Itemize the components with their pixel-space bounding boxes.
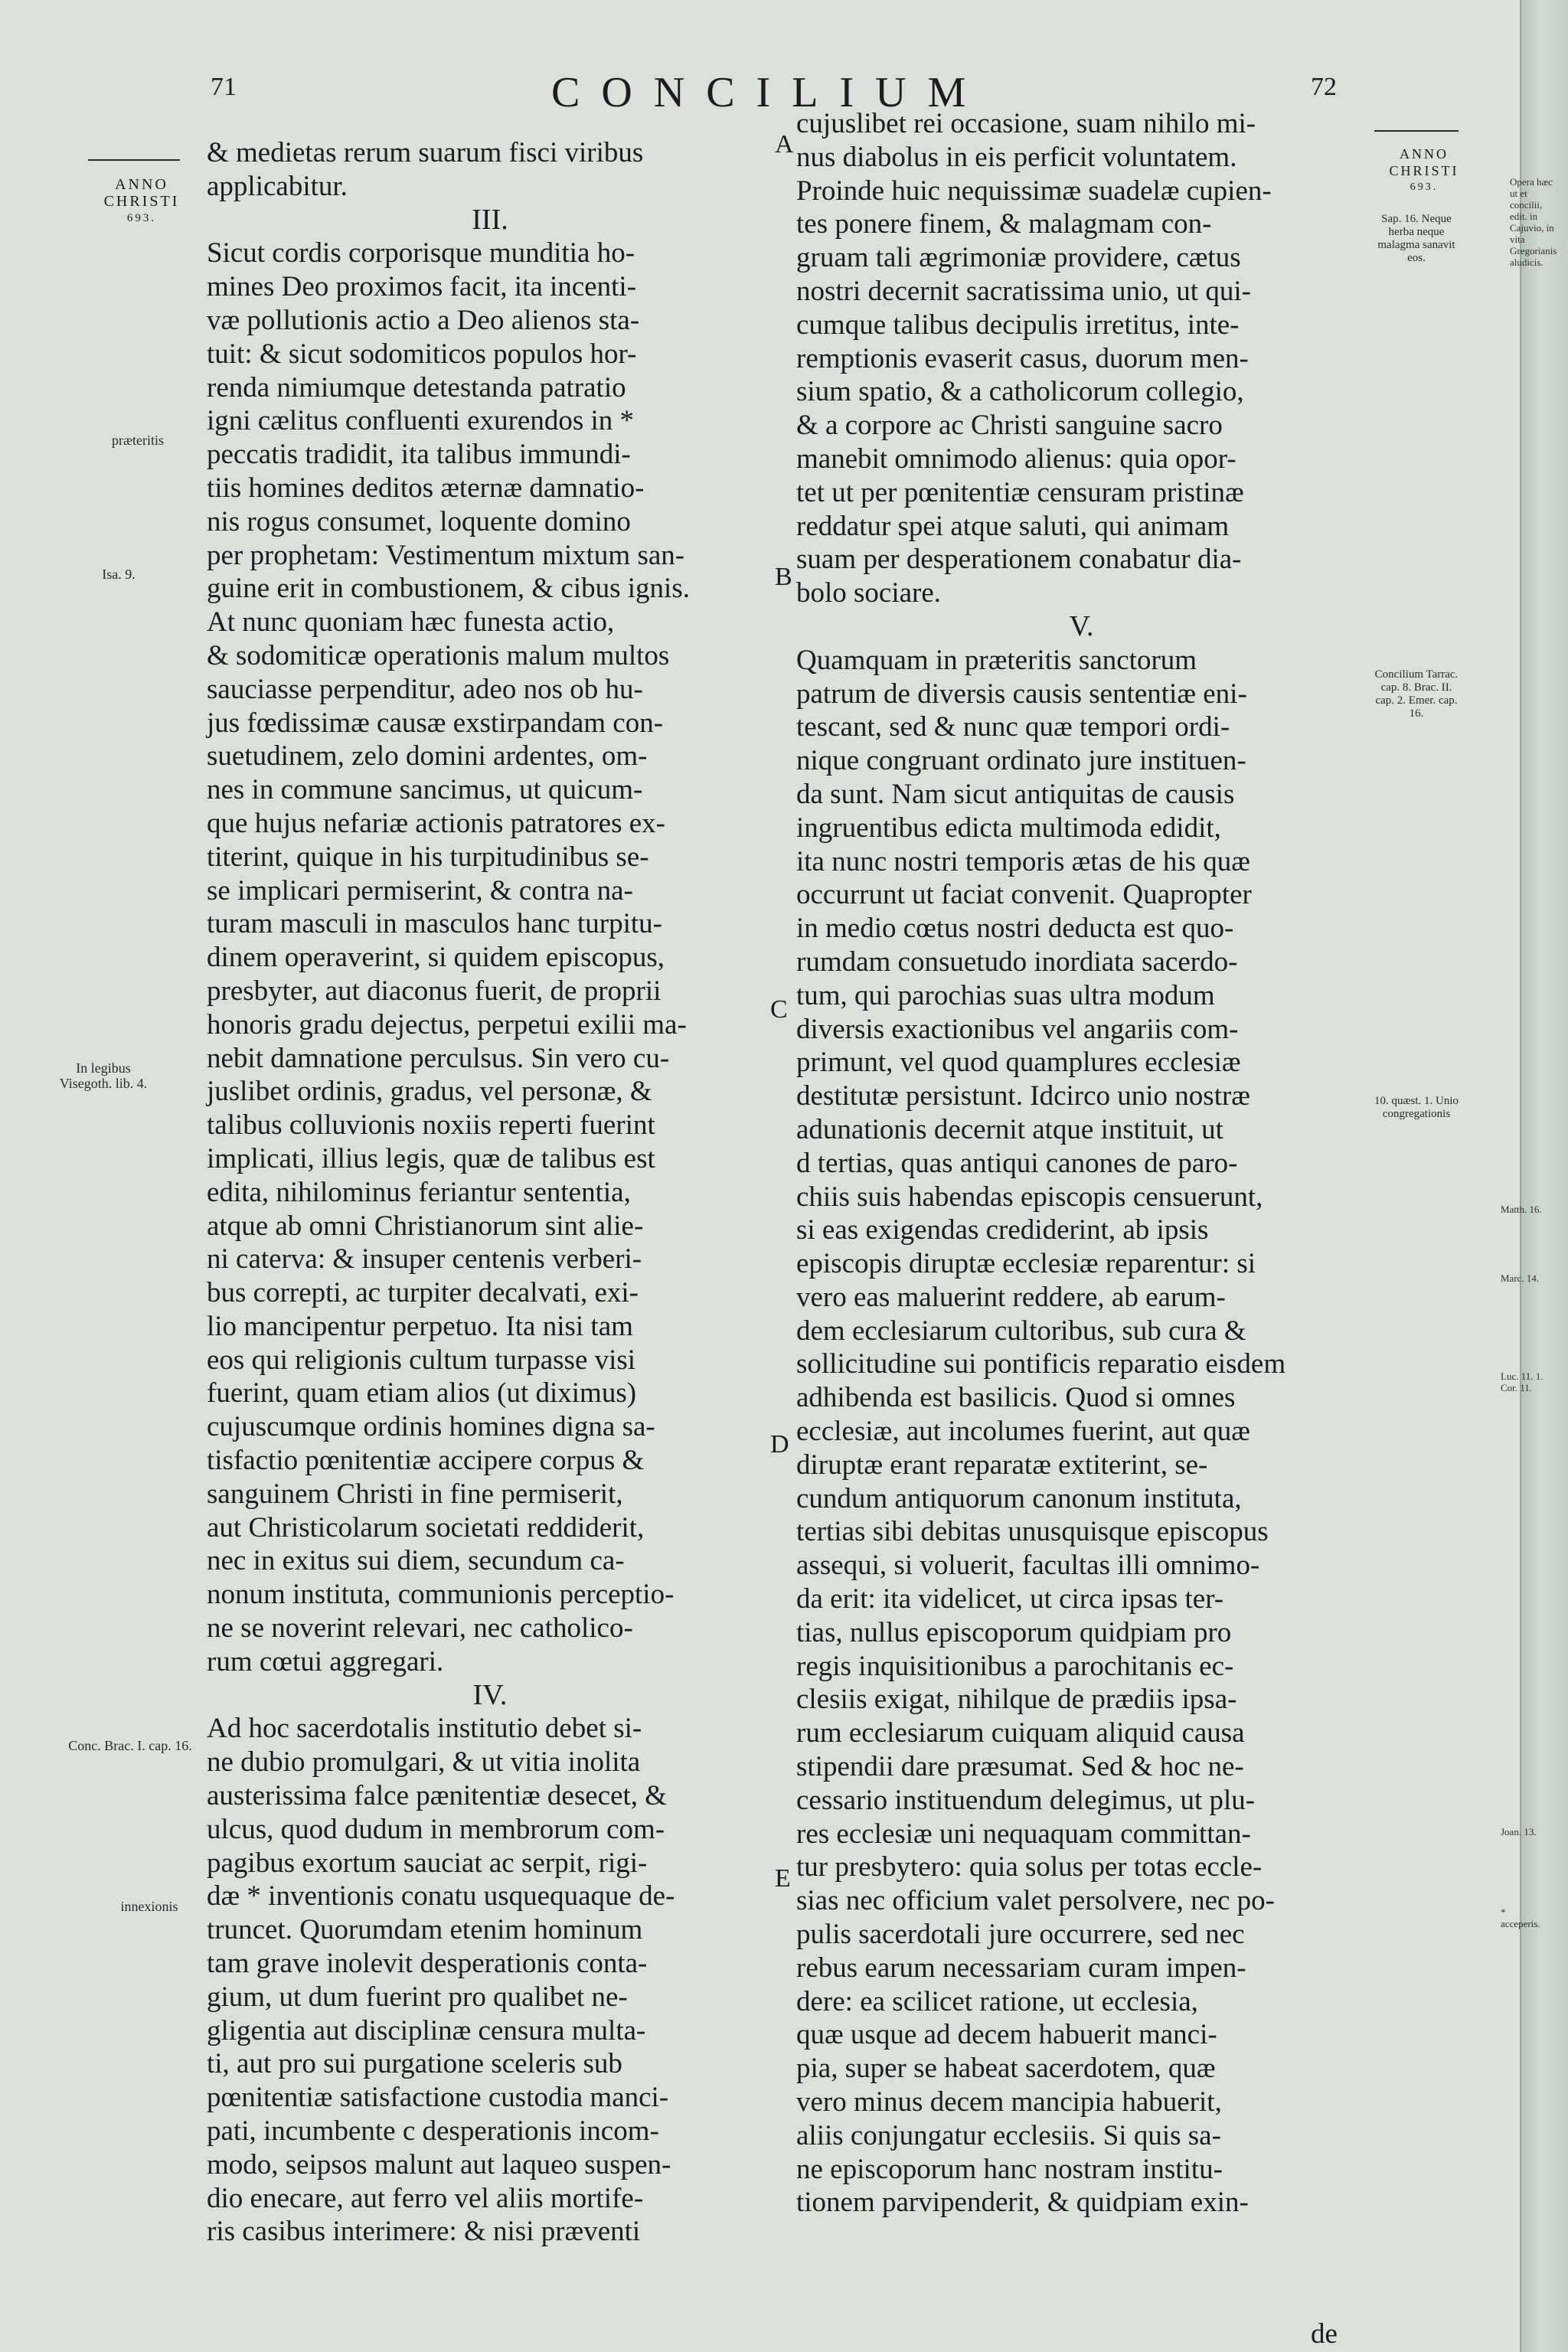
- text-line: vero minus decem mancipia habuerit,: [796, 2086, 1222, 2118]
- text-line: cundum antiquorum canonum instituta,: [796, 1482, 1242, 1514]
- text-line: pulis sacerdotali jure occurrere, sed nec: [796, 1919, 1245, 1951]
- catchword: de: [1311, 2318, 1338, 2350]
- right-folio-number: 72: [1311, 73, 1337, 101]
- text-line: rebus earum necessariam curam impen-: [796, 1952, 1246, 1984]
- text-line: destitutæ persistunt. Idcirco unio nostræ: [796, 1080, 1250, 1112]
- section-letter-b: B: [775, 563, 792, 591]
- running-title: CONCILIUM: [551, 69, 988, 116]
- text-line: nonum instituta, communionis perceptio-: [207, 1579, 675, 1611]
- text-line: fuerint, quam etiam alios (ut diximus): [207, 1377, 637, 1410]
- margin-note-conc-brac: Conc. Brac. I. cap. 16.: [68, 1738, 192, 1753]
- text-line: in medio cœtus nostri deducta est quo-: [796, 913, 1234, 945]
- text-line: bus correpti, ac turpiter decalvati, exi-: [207, 1277, 639, 1309]
- text-line: ni caterva: & insuper centenis verberi-: [207, 1243, 642, 1276]
- text-line: rum ecclesiarum cuiquam aliquid causa: [796, 1717, 1245, 1749]
- text-line: truncet. Quorumdam etenim hominum: [207, 1914, 643, 1946]
- section-letter-e: E: [775, 1864, 791, 1893]
- anno-year: 693.: [1410, 181, 1439, 193]
- anno-label: ANNO: [1400, 146, 1449, 162]
- text-line: & a corpore ac Christi sanguine sacro: [796, 410, 1223, 442]
- text-line: jus fœdissimæ causæ exstirpandam con-: [207, 707, 664, 739]
- text-line: tescant, sed & nunc quæ tempori ordi-: [796, 711, 1230, 743]
- text-line: Sicut cordis corporisque munditia ho-: [207, 237, 635, 270]
- text-line: primunt, vel quod quamplures ecclesiæ: [796, 1047, 1241, 1079]
- text-line: pati, incumbente c desperationis incom-: [207, 2115, 659, 2148]
- text-line: da erit: ita videlicet, ut circa ipsas ter-: [796, 1583, 1224, 1615]
- text-line: diversis exactionibus vel angariis com-: [796, 1013, 1239, 1045]
- text-line: se implicari permiserint, & contra na-: [207, 874, 633, 906]
- text-line: & sodomiticæ operationis malum multos: [207, 639, 670, 671]
- section-letter-d: D: [770, 1430, 789, 1459]
- text-line: tum, qui parochias suas ultra modum: [796, 979, 1215, 1011]
- text-line: patrum de diversis causis sententiæ eni-: [796, 678, 1247, 710]
- text-line: sanguinem Christi in fine permiserit,: [207, 1478, 623, 1510]
- text-line: ecclesiæ, aut incolumes fuerint, aut quæ: [796, 1416, 1250, 1448]
- text-line: manebit omnimodo alienus: quia opor-: [796, 443, 1236, 475]
- text-line: dem ecclesiarum cultoribus, sub cura &: [796, 1315, 1246, 1347]
- margin-note-unio: 10. quæst. 1. Unio congregationis: [1374, 1095, 1459, 1120]
- text-line: sauciasse perpenditur, adeo nos ob hu-: [207, 673, 643, 705]
- anno-label: ANNO: [115, 176, 168, 193]
- text-line: sollicitudine sui pontificis reparatio eisdem: [796, 1348, 1286, 1380]
- text-line: suam per desperationem conabatur dia-: [796, 544, 1242, 576]
- margin-note-concilium-tarrac: Concilium Tarrac. cap. 8. Brac. II. cap. 2. Emer. cap. 16.: [1374, 668, 1459, 720]
- text-line: bolo sociare.: [796, 577, 942, 609]
- text-line: gruam tali ægrimoniæ providere, cætus: [796, 242, 1241, 274]
- far-note-opera: Opera hæc ut et concilii, edit. in Cajuvio, in vita Gregorianis aludicis.: [1510, 176, 1557, 268]
- text-line: clesiis exigat, nihilque de prædiis ipsa-: [796, 1684, 1237, 1716]
- text-line: stipendii dare præsumat. Sed & hoc ne-: [796, 1751, 1244, 1783]
- text-line: adhibenda est basilicis. Quod si omnes: [796, 1382, 1236, 1414]
- text-line: honoris gradu dejectus, perpetui exilii ma-: [207, 1008, 687, 1040]
- section-letter-a: A: [775, 130, 794, 158]
- text-line: ne episcoporum hanc nostram institu-: [796, 2153, 1223, 2185]
- text-line: presbyter, aut diaconus fuerit, de proprii: [207, 975, 662, 1007]
- text-line: Ad hoc sacerdotalis institutio debet si-: [207, 1713, 642, 1745]
- text-line: cumque talibus decipulis irretitus, inte-: [796, 309, 1240, 341]
- text-line: ulcus, quod dudum in membrorum com-: [207, 1813, 665, 1845]
- margin-note-praeteritis: præteritis: [112, 433, 164, 448]
- right-anno-rule: [1374, 130, 1459, 132]
- section-heading: III.: [472, 203, 508, 236]
- text-line: tertias sibi debitas unusquisque episcopus: [796, 1516, 1269, 1548]
- margin-note-isaiah: Isa. 9.: [102, 567, 136, 582]
- far-note-acceperis: * acceperis.: [1501, 1906, 1540, 1929]
- text-line: regis inquisitionibus a parochitanis ec-: [796, 1650, 1234, 1682]
- text-line: tuit: & sicut sodomiticos populos hor-: [207, 338, 637, 370]
- text-line: vero eas maluerint reddere, ab earum-: [796, 1281, 1226, 1313]
- left-text-column: [207, 136, 773, 2249]
- text-line: ris casibus interimere: & nisi præventi: [207, 2216, 641, 2248]
- text-line: mines Deo proximos facit, ita incenti-: [207, 271, 637, 303]
- text-line: ita nunc nostri temporis ætas de his quæ: [796, 845, 1250, 877]
- anno-year: 693.: [126, 212, 157, 224]
- page-edge-line: [1520, 0, 1521, 2352]
- text-line: nique congruant ordinato jure instituen-: [796, 745, 1246, 777]
- text-line: renda nimiumque detestanda patratio: [207, 371, 626, 403]
- text-line: implicati, illius legis, quæ de talibus est: [207, 1142, 655, 1174]
- text-line: rum cœtui aggregari.: [207, 1645, 444, 1677]
- text-line: titerint, quique in his turpitudinibus se-: [207, 841, 649, 873]
- text-line: adunationis decernit atque instituit, ut: [796, 1113, 1223, 1145]
- text-line: pœnitentiæ satisfactione custodia manci-: [207, 2082, 669, 2114]
- margin-note-visegoth: In legibus Visegoth. lib. 4.: [59, 1060, 148, 1091]
- text-line: assequi, si voluerit, facultas illi omnimo-: [796, 1550, 1260, 1582]
- left-anno-christi: [84, 176, 199, 227]
- text-line: pagibus exortum sauciat ac serpit, rigi-: [207, 1847, 648, 1879]
- text-line: talibus colluvionis noxiis reperti fuerint: [207, 1109, 655, 1142]
- text-line: remptionis evaserit casus, duorum men-: [796, 342, 1249, 374]
- text-line: atque ab omni Christianorum sint alie-: [207, 1210, 644, 1242]
- text-line: eos qui religionis cultum turpasse visi: [207, 1344, 636, 1376]
- text-line: juslibet ordinis, gradus, vel personæ, &: [207, 1076, 652, 1108]
- text-line: tisfactio pœnitentiæ accipere corpus &: [207, 1445, 645, 1477]
- text-line: tionem parvipenderit, & quidpiam exin-: [796, 2187, 1249, 2219]
- text-line: Quamquam in præteritis sanctorum: [796, 644, 1197, 676]
- text-line: turam masculi in masculos hanc turpitu-: [207, 908, 662, 940]
- text-line: ne se noverint relevari, nec catholico-: [207, 1612, 633, 1645]
- text-line: chiis suis habendas episcopis censuerunt,: [796, 1181, 1263, 1213]
- text-line: aut Christicolarum societati reddiderit,: [207, 1511, 645, 1544]
- text-line: episcopis diruptæ ecclesiæ reparentur: si: [796, 1248, 1256, 1280]
- section-heading: V.: [1069, 609, 1094, 642]
- text-line: dere: ea scilicet ratione, ut ecclesia,: [796, 1985, 1198, 2017]
- text-line: sias nec officium valet persolvere, nec po-: [796, 1885, 1275, 1917]
- far-note-matth: Matth. 16.: [1501, 1204, 1542, 1215]
- text-line: ne dubio promulgari, & ut vitia inolita: [207, 1746, 641, 1779]
- text-line: ingruentibus edicta multimoda edidit,: [796, 812, 1221, 844]
- text-line: tes ponere finem, & malagmam con-: [796, 208, 1212, 240]
- far-note-joan: Joan. 13.: [1501, 1826, 1537, 1838]
- text-line: que hujus nefariæ actionis patratores ex-: [207, 807, 665, 839]
- text-line: suetudinem, zelo domini ardentes, om-: [207, 740, 648, 773]
- section-letter-c: C: [770, 995, 788, 1024]
- text-line: nus diabolus in eis perficit voluntatem.: [796, 141, 1237, 173]
- text-line: occurrunt ut faciat convenit. Quapropter: [796, 879, 1252, 911]
- text-line: igni cælitus confluenti exurendos in *: [207, 405, 634, 437]
- adjacent-page-edge: [1520, 0, 1568, 2352]
- text-line: rumdam consuetudo inordiata sacerdo-: [796, 946, 1238, 978]
- section-heading: IV.: [472, 1678, 508, 1711]
- text-line: tet ut per pœnitentiæ censuram pristinæ: [796, 476, 1244, 508]
- text-line: quæ usque ad decem habuerit manci-: [796, 2019, 1217, 2051]
- text-line: austerissima falce pænitentiæ desecet, &: [207, 1780, 668, 1812]
- text-line: cujuscumque ordinis homines digna sa-: [207, 1411, 655, 1443]
- text-line: reddatur spei atque saluti, qui animam: [796, 510, 1230, 542]
- text-line: nis rogus consumet, loquente domino: [207, 505, 631, 537]
- text-line: res ecclesiæ uni nequaquam committan-: [796, 1818, 1251, 1850]
- text-line: væ pollutionis actio a Deo alienos sta-: [207, 304, 640, 336]
- text-line: cessario instituendum delegimus, ut plu-: [796, 1784, 1256, 1816]
- text-line: ti, aut pro sui purgatione sceleris sub: [207, 2048, 622, 2080]
- christi-label: CHRISTI: [1389, 163, 1459, 178]
- text-line: nebit damnatione perculsus. Sin vero cu-: [207, 1042, 670, 1074]
- text-line: aliis conjungatur ecclesiis. Si quis sa-: [796, 2119, 1221, 2151]
- text-line: tam grave inolevit desperationis conta-: [207, 1948, 648, 1980]
- text-line: dio enecare, aut ferro vel aliis mortife-: [207, 2182, 644, 2214]
- text-line: per prophetam: Vestimentum mixtum san-: [207, 539, 685, 571]
- text-line: lio mancipentur perpetuo. Ita nisi tam: [207, 1310, 633, 1342]
- text-line: nec in exitus sui diem, secundum ca-: [207, 1545, 625, 1577]
- text-line: edita, nihilominus feriantur sententia,: [207, 1176, 631, 1208]
- text-line: & medietas rerum suarum fisci viribus: [207, 137, 644, 168]
- text-line: diruptæ erant reparatæ extiterint, se-: [796, 1449, 1208, 1481]
- margin-note-sapientia: Sap. 16. Neque herba neque malagma sanavit eos.: [1377, 213, 1455, 264]
- text-line: applicabitur.: [207, 170, 348, 202]
- christi-label: CHRISTI: [103, 193, 180, 210]
- margin-note-innexionis: innexionis: [120, 1899, 178, 1914]
- text-line: nes in commune sancimus, ut quicum-: [207, 774, 643, 806]
- far-note-luc: Luc. 11. 1. Cor. 11.: [1501, 1370, 1544, 1393]
- text-line: Proinde huic nequissimæ suadelæ cupien-: [796, 175, 1272, 207]
- text-line: modo, seipsos malunt aut laqueo suspen-: [207, 2148, 671, 2180]
- right-anno-christi: [1378, 145, 1470, 196]
- left-folio-number: 71: [211, 73, 237, 101]
- text-line: guine erit in combustionem, & cibus ignis.: [207, 573, 690, 605]
- text-line: tias, nullus episcoporum quidpiam pro: [796, 1616, 1232, 1648]
- left-anno-rule: [88, 159, 180, 161]
- far-note-marc: Marc. 14.: [1501, 1272, 1540, 1284]
- text-line: cujuslibet rei occasione, suam nihilo mi-: [796, 108, 1256, 139]
- text-line: dinem operaverint, si quidem episcopus,: [207, 942, 665, 974]
- text-line: gium, ut dum fuerint pro qualibet ne-: [207, 1981, 628, 2013]
- text-line: peccatis tradidit, ita talibus immundi-: [207, 439, 631, 471]
- text-line: d tertias, quas antiqui canones de paro-: [796, 1147, 1238, 1179]
- text-line: sium spatio, & a catholicorum collegio,: [796, 376, 1244, 408]
- right-text-column: [796, 107, 1367, 2220]
- text-line: tiis homines deditos æternæ damnatio-: [207, 472, 645, 504]
- text-line: gligentia aut disciplinæ censura multa-: [207, 2014, 646, 2047]
- text-line: si eas exigendas crediderint, ab ipsis: [796, 1214, 1209, 1246]
- text-line: dæ * inventionis conatu usquequaque de-: [207, 1880, 675, 1913]
- text-line: tur presbytero: quia solus per totas eccle-: [796, 1851, 1263, 1883]
- text-line: At nunc quoniam hæc funesta actio,: [207, 606, 615, 639]
- text-line: nostri decernit sacratissima unio, ut qui-: [796, 275, 1251, 307]
- text-line: da sunt. Nam sicut antiquitas de causis: [796, 778, 1235, 810]
- text-line: pia, super se habeat sacerdotem, quæ: [796, 2053, 1216, 2085]
